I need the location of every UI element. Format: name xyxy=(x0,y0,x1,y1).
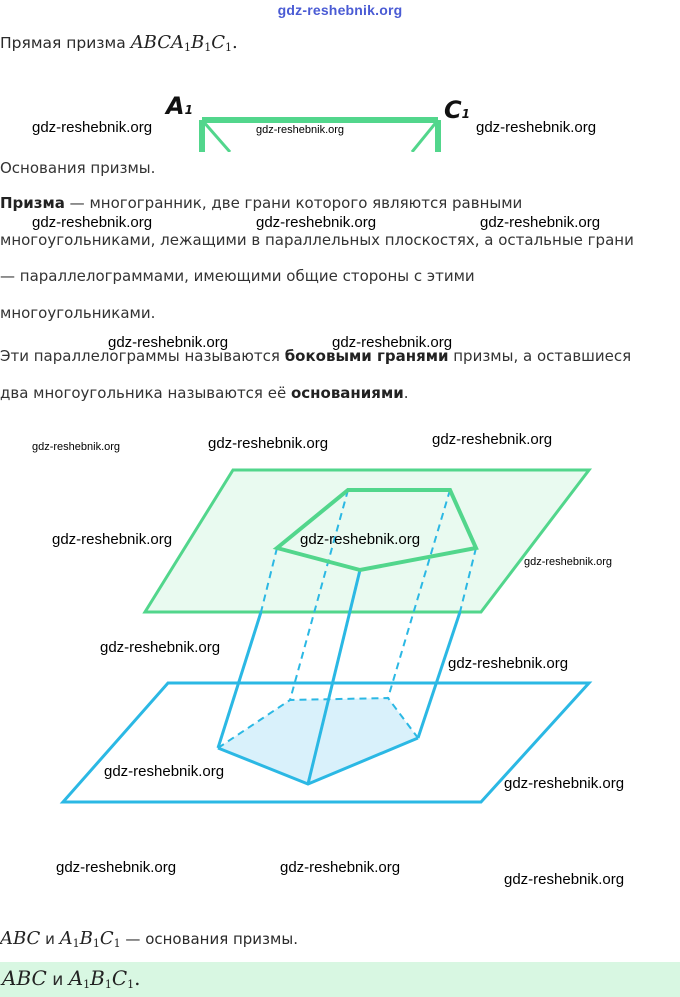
term-prism: Призма xyxy=(0,194,65,212)
watermark: gdz-reshebnik.org xyxy=(108,334,229,351)
watermark: gdz-reshebnik.org xyxy=(448,655,569,672)
vertex-label-c1: C1 xyxy=(444,96,470,124)
watermark: gdz-reshebnik.org xyxy=(280,859,401,876)
watermark: gdz-reshebnik.org xyxy=(208,435,329,452)
watermark: gdz-reshebnik.org xyxy=(32,214,153,231)
watermark: gdz-reshebnik.org xyxy=(432,431,553,448)
faces-paragraph: Эти параллелограммы называются боковыми гранями призмы, а оставшиеся два многоугольника называются её основаниями. xyxy=(0,347,632,402)
definition-paragraph: Призма — многогранник, две грани которого являются равными многоугольниками, лежащими в параллельных плоскостях, а остальные грани — параллелограммами, имеющими общие стороны с этими многоугольниками. xyxy=(0,194,634,322)
site-header-link[interactable]: gdz-reshebnik.org xyxy=(277,2,403,18)
watermark: gdz-reshebnik.org xyxy=(56,859,177,876)
watermark: gdz-reshebnik.org xyxy=(104,763,225,780)
intro-formula: $ABCA_1B_1C_1$. xyxy=(130,32,238,54)
watermark: gdz-reshebnik.org xyxy=(332,334,453,351)
watermark: gdz-reshebnik.org xyxy=(52,531,173,548)
watermark: gdz-reshebnik.org xyxy=(504,775,625,792)
intro-prefix: Прямая призма xyxy=(0,34,126,52)
figure-caption: Основания призмы. xyxy=(0,159,156,177)
watermark: gdz-reshebnik.org xyxy=(524,556,613,568)
watermark: gdz-reshebnik.org xyxy=(504,871,625,888)
watermark: gdz-reshebnik.org xyxy=(256,124,345,136)
watermark: gdz-reshebnik.org xyxy=(100,639,221,656)
vertex-label-a1: A1 xyxy=(166,92,193,120)
watermark: gdz-reshebnik.org xyxy=(300,531,421,548)
watermark: gdz-reshebnik.org xyxy=(32,119,153,136)
watermark: gdz-reshebnik.org xyxy=(480,214,601,231)
answer-line: ABC и $A_1B_1C_1$ — основания призмы. xyxy=(0,928,298,950)
watermark: gdz-reshebnik.org xyxy=(256,214,377,231)
answer-box: ABC и $A_1B_1C_1$. xyxy=(0,962,680,997)
watermark: gdz-reshebnik.org xyxy=(476,119,597,136)
watermark: gdz-reshebnik.org xyxy=(32,441,121,453)
intro-line xyxy=(0,32,238,54)
